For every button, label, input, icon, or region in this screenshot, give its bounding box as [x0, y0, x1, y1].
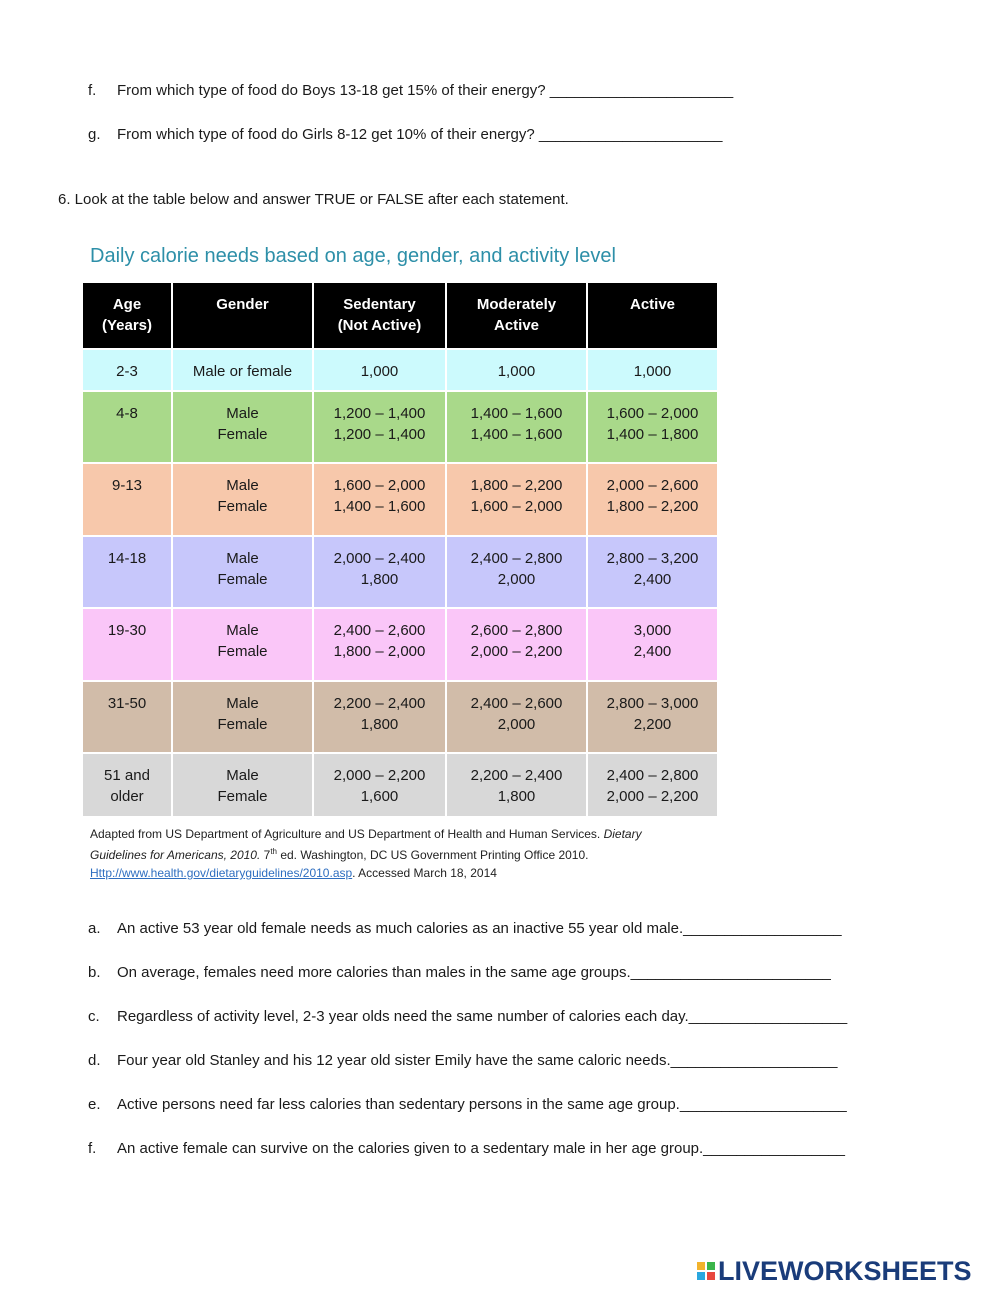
moderate-cell: 1,400 – 1,600 1,400 – 1,600: [446, 391, 587, 463]
active-cell: 2,000 – 2,600 1,800 – 2,200: [587, 463, 718, 536]
header-age: Age (Years): [82, 282, 172, 349]
question-letter: a.: [88, 920, 101, 937]
moderate-cell: 1,800 – 2,200 1,600 – 2,000: [446, 463, 587, 536]
sedentary-cell: 2,200 – 2,400 1,800: [313, 681, 446, 753]
sedentary-cell: 1,600 – 2,000 1,400 – 1,600: [313, 463, 446, 536]
header-sedentary: Sedentary (Not Active): [313, 282, 446, 349]
table-row: [82, 391, 718, 463]
question-g-top: [88, 126, 722, 143]
question-letter: c.: [88, 1008, 100, 1025]
source-link[interactable]: Http://www.health.gov/dietaryguidelines/2010.asp: [90, 866, 353, 880]
active-cell: 1,600 – 2,000 1,400 – 1,800: [587, 391, 718, 463]
question-text: Four year old Stanley and his 12 year old sister Emily have the same caloric needs.____________________: [117, 1052, 838, 1069]
table-row: [82, 463, 718, 536]
header-gender: Gender: [172, 282, 313, 349]
age-cell: 4-8: [82, 391, 172, 463]
logo-text: LIVEWORKSHEETS: [718, 1255, 972, 1286]
age-cell: 14-18: [82, 536, 172, 608]
question-e: [88, 1096, 847, 1113]
question-text: An active female can survive on the calories given to a sedentary male in her age group._________________: [117, 1140, 845, 1157]
table-row: [82, 608, 718, 681]
active-cell: 2,800 – 3,000 2,200: [587, 681, 718, 753]
question-text: On average, females need more calories than males in the same age groups.________________________: [117, 964, 831, 981]
active-cell: 2,800 – 3,200 2,400: [587, 536, 718, 608]
question-text: From which type of food do Girls 8-12 get 10% of their energy? ______________________: [117, 126, 723, 143]
table-row: [82, 536, 718, 608]
gender-cell: Male or female: [172, 349, 313, 391]
age-cell: 31-50: [82, 681, 172, 753]
table-row: [82, 753, 718, 817]
sedentary-cell: 2,000 – 2,200 1,600: [313, 753, 446, 817]
gender-cell: Male Female: [172, 753, 313, 817]
question-a: [88, 920, 842, 937]
moderate-cell: 1,000: [446, 349, 587, 391]
table-row: [82, 681, 718, 753]
sedentary-cell: 1,000: [313, 349, 446, 391]
active-cell: 2,400 – 2,800 2,000 – 2,200: [587, 753, 718, 817]
table-header-row: [82, 282, 718, 349]
moderate-cell: 2,600 – 2,800 2,000 – 2,200: [446, 608, 587, 681]
source-citation: Adapted from US Department of Agriculture and US Department of Health and Human Services. Dietary Guidelines for Americans, 2010. 7th ed. Washington, DC US Government Printing Office 2010. Http://www.health.gov/dietaryguidelines/2010.asp. Accessed March 18, 2014: [90, 827, 642, 880]
calorie-table: [81, 281, 719, 818]
question-letter: b.: [88, 964, 101, 981]
question-text: Active persons need far less calories than sedentary persons in the same age group.____________________: [117, 1096, 847, 1113]
age-cell: 19-30: [82, 608, 172, 681]
question-text: Regardless of activity level, 2-3 year olds need the same number of calories each day.___________________: [117, 1008, 848, 1025]
gender-cell: Male Female: [172, 536, 313, 608]
liveworksheets-logo[interactable]: [697, 1256, 972, 1286]
question-letter: e.: [88, 1096, 101, 1113]
active-cell: 1,000: [587, 349, 718, 391]
gender-cell: Male Female: [172, 391, 313, 463]
header-moderately-active: Moderately Active: [446, 282, 587, 349]
question-letter: g.: [88, 126, 101, 143]
question-f-top: [88, 82, 733, 99]
gender-cell: Male Female: [172, 608, 313, 681]
sedentary-cell: 2,400 – 2,600 1,800 – 2,000: [313, 608, 446, 681]
sedentary-cell: 1,200 – 1,400 1,200 – 1,400: [313, 391, 446, 463]
moderate-cell: 2,400 – 2,600 2,000: [446, 681, 587, 753]
question-letter: f.: [88, 82, 97, 99]
age-cell: 2-3: [82, 349, 172, 391]
question-text: From which type of food do Boys 13-18 get 15% of their energy? ______________________: [117, 82, 734, 99]
question-b: [88, 964, 831, 981]
header-active: Active: [587, 282, 718, 349]
sedentary-cell: 2,000 – 2,400 1,800: [313, 536, 446, 608]
moderate-cell: 2,200 – 2,400 1,800: [446, 753, 587, 817]
table-row: [82, 349, 718, 391]
section-6-intro: 6. Look at the table below and answer TRUE or FALSE after each statement.: [58, 191, 569, 208]
question-d: [88, 1052, 837, 1069]
age-cell: 9-13: [82, 463, 172, 536]
age-cell: 51 and older: [82, 753, 172, 817]
question-f: [88, 1140, 845, 1157]
table-title: Daily calorie needs based on age, gender, and activity level: [90, 245, 616, 267]
active-cell: 3,000 2,400: [587, 608, 718, 681]
gender-cell: Male Female: [172, 681, 313, 753]
moderate-cell: 2,400 – 2,800 2,000: [446, 536, 587, 608]
liveworksheets-logo-icon: [697, 1262, 715, 1280]
question-letter: f.: [88, 1140, 97, 1157]
question-text: An active 53 year old female needs as much calories as an inactive 55 year old male.___________________: [117, 920, 842, 937]
question-c: [88, 1008, 847, 1025]
question-letter: d.: [88, 1052, 101, 1069]
gender-cell: Male Female: [172, 463, 313, 536]
